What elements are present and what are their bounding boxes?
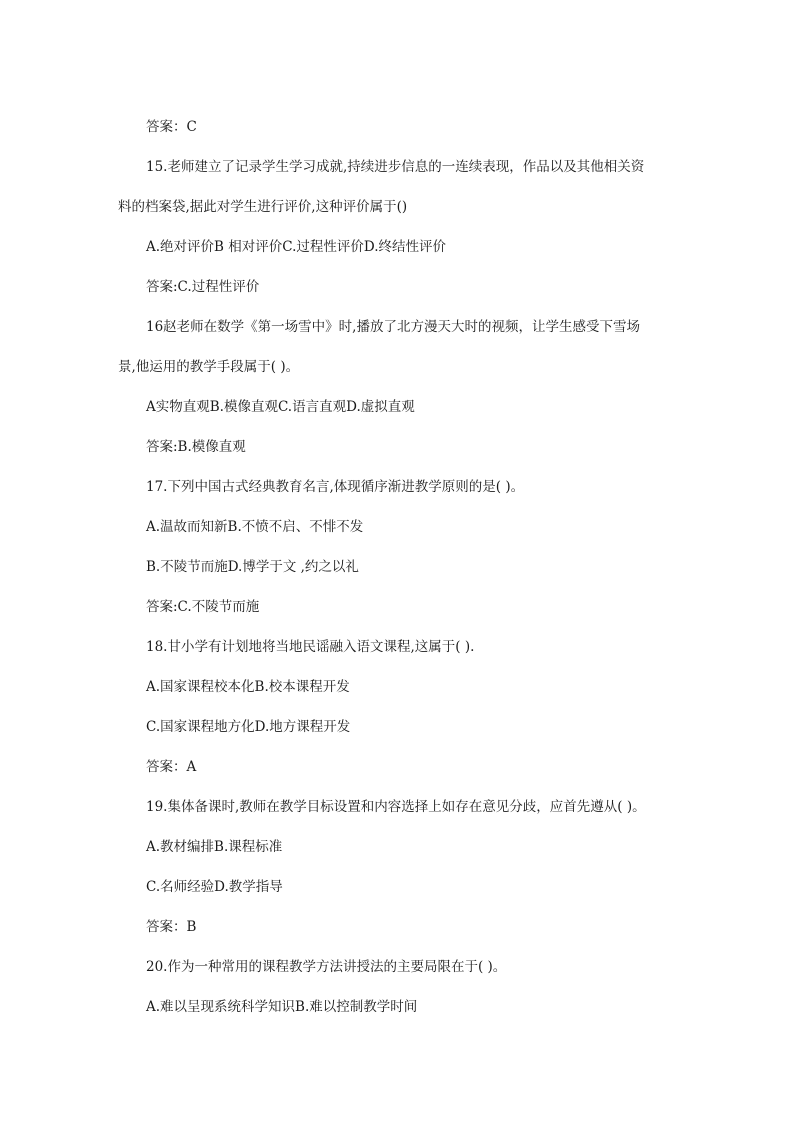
question-17-options-2: B.不陵节而施D.博学于文 ,约之以礼 — [146, 559, 359, 575]
question-18-options-2: C.国家课程地方化D.地方课程开发 — [146, 719, 351, 735]
question-15-line-1: 15.老师建立了记录学生学习成就,持续进步信息的一连续表现，作品以及其他相关资 — [146, 159, 645, 175]
answer-19: 答案：B — [146, 919, 197, 935]
question-15-options: A.绝对评价B 相对评价C.过程性评价D.终结性评价 — [146, 239, 447, 255]
answer-15: 答案:C.过程性评价 — [146, 279, 260, 295]
question-20-options-1: A.难以呈现系统科学知识B.难以控制教学时间 — [146, 999, 418, 1015]
question-18: 18.甘小学有计划地将当地民谣融入语文课程,这属于( ). — [146, 639, 475, 655]
answer-17: 答案:C.不陵节而施 — [146, 599, 260, 615]
question-16-options: A实物直观B.模像直观C.语言直观D.虚拟直观 — [146, 399, 415, 415]
question-20: 20.作为一种常用的课程教学方法讲授法的主要局限在于( )。 — [146, 959, 507, 975]
question-17-options-1: A.温故而知新B.不愤不启、不悱不发 — [146, 519, 364, 535]
question-15-line-2: 料的档案袋,据此对学生进行评价,这种评价属于() — [118, 199, 408, 215]
question-17: 17.下列中国古式经典教育名言,体现循序渐进教学原则的是( )。 — [146, 479, 525, 495]
question-16-line-1: 16赵老师在数学《第一场雪中》时,播放了北方漫天大时的视频，让学生感受下雪场 — [146, 319, 640, 335]
answer-18: 答案：A — [146, 759, 197, 775]
question-19: 19.集体备课时,教师在教学目标设置和内容选择上如存在意见分歧，应首先遵从( )。 — [146, 799, 646, 815]
question-16-line-2: 景,他运用的教学手段属于( )。 — [118, 359, 300, 375]
question-19-options-2: C.名师经验D.教学指导 — [146, 879, 283, 895]
answer-14: 答案：C — [146, 119, 197, 135]
answer-16: 答案:B.模像直观 — [146, 439, 246, 455]
question-19-options-1: A.教材编排B.课程标准 — [146, 839, 283, 855]
question-18-options-1: A.国家课程校本化B.校本课程开发 — [146, 679, 350, 695]
